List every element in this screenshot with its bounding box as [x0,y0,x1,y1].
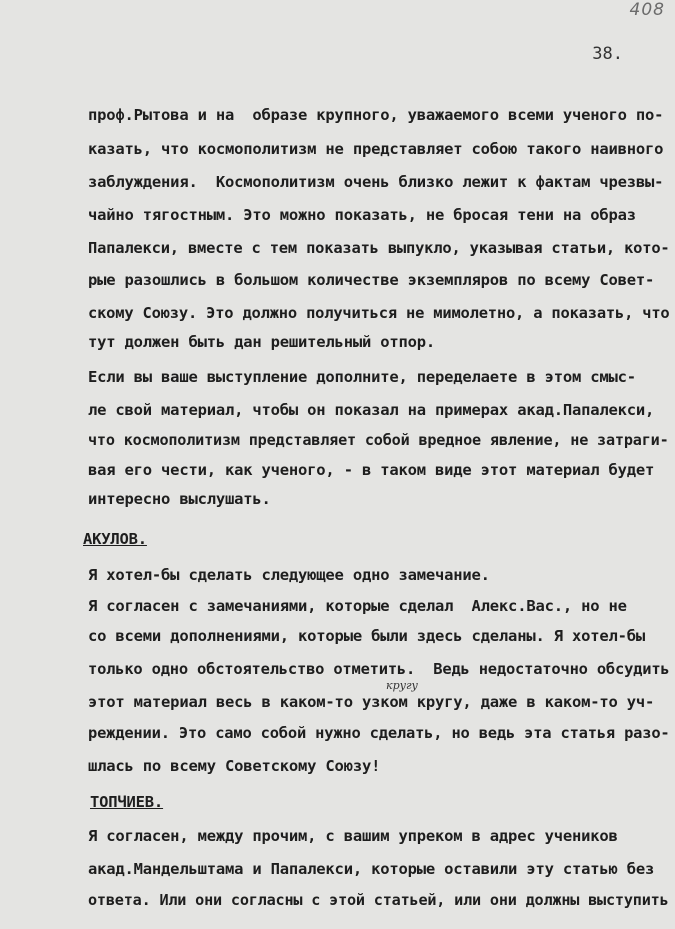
text-line: этот материал весь в каком-то узком кругу, даже в каком-то уч- [88,693,655,711]
text-line: рые разошлись в большом количестве экземпляров по всему Совет- [88,271,655,289]
handwritten-correction: кругу [386,679,418,692]
text-line: скому Союзу. Это должно получиться не мимолетно, а показать, что [88,304,670,322]
text-line: чайно тягостным. Это можно показать, не бросая тени на образ [88,206,636,224]
text-line: со всеми дополнениями, которые были здесь сделаны. Я хотел-бы [88,627,646,645]
text-line: казать, что космополитизм не представляет собою такого наивного [88,140,664,158]
page-number: 38. [592,44,623,64]
text-line: Если вы ваше выступление дополните, переделаете в этом смыс- [88,368,636,386]
text-line: вая его чести, как ученого, - в таком виде этот материал будет [88,461,655,479]
text-line: только одно обстоятельство отметить. Ведь недостаточно обсудить [88,660,670,678]
text-line: тут должен быть дан решительный отпор. [88,333,436,351]
text-line: акад.Мандельштама и Папалекси, которые оставили эту статью без [88,860,655,878]
text-line: Я согласен с замечаниями, которые сделал Алекс.Вас., но не [88,597,627,615]
text-line: Я согласен, между прочим, с вашим упреком в адрес учеников [88,827,618,845]
speaker-heading: АКУЛОВ. [83,530,147,548]
text-line: шлась по всему Советскому Союзу! [88,757,381,775]
text-line: интересно выслушать. [88,490,271,508]
text-line: что космополитизм представляет собой вредное явление, не затраги- [88,431,669,449]
text-line: ответа. Или они согласны с этой статьей, или они должны выступить [88,891,669,909]
text-line: Я хотел-бы сделать следующее одно замечание. [88,566,490,584]
text-line: реждении. Это само собой нужно сделать, но ведь эта статья разо- [88,724,670,742]
archive-number: 408 [629,0,665,20]
text-line: ле свой материал, чтобы он показал на примерах акад.Папалекси, [88,401,655,419]
speaker-heading: ТОПЧИЕВ. [90,793,164,811]
text-line: заблуждения. Космополитизм очень близко лежит к фактам чрезвы- [88,173,664,191]
text-line: Папалекси, вместе с тем показать выпукло, указывая статьи, кото- [88,239,670,257]
text-line: проф.Рытова и на образе крупного, уважаемого всеми ученого по- [88,106,664,124]
